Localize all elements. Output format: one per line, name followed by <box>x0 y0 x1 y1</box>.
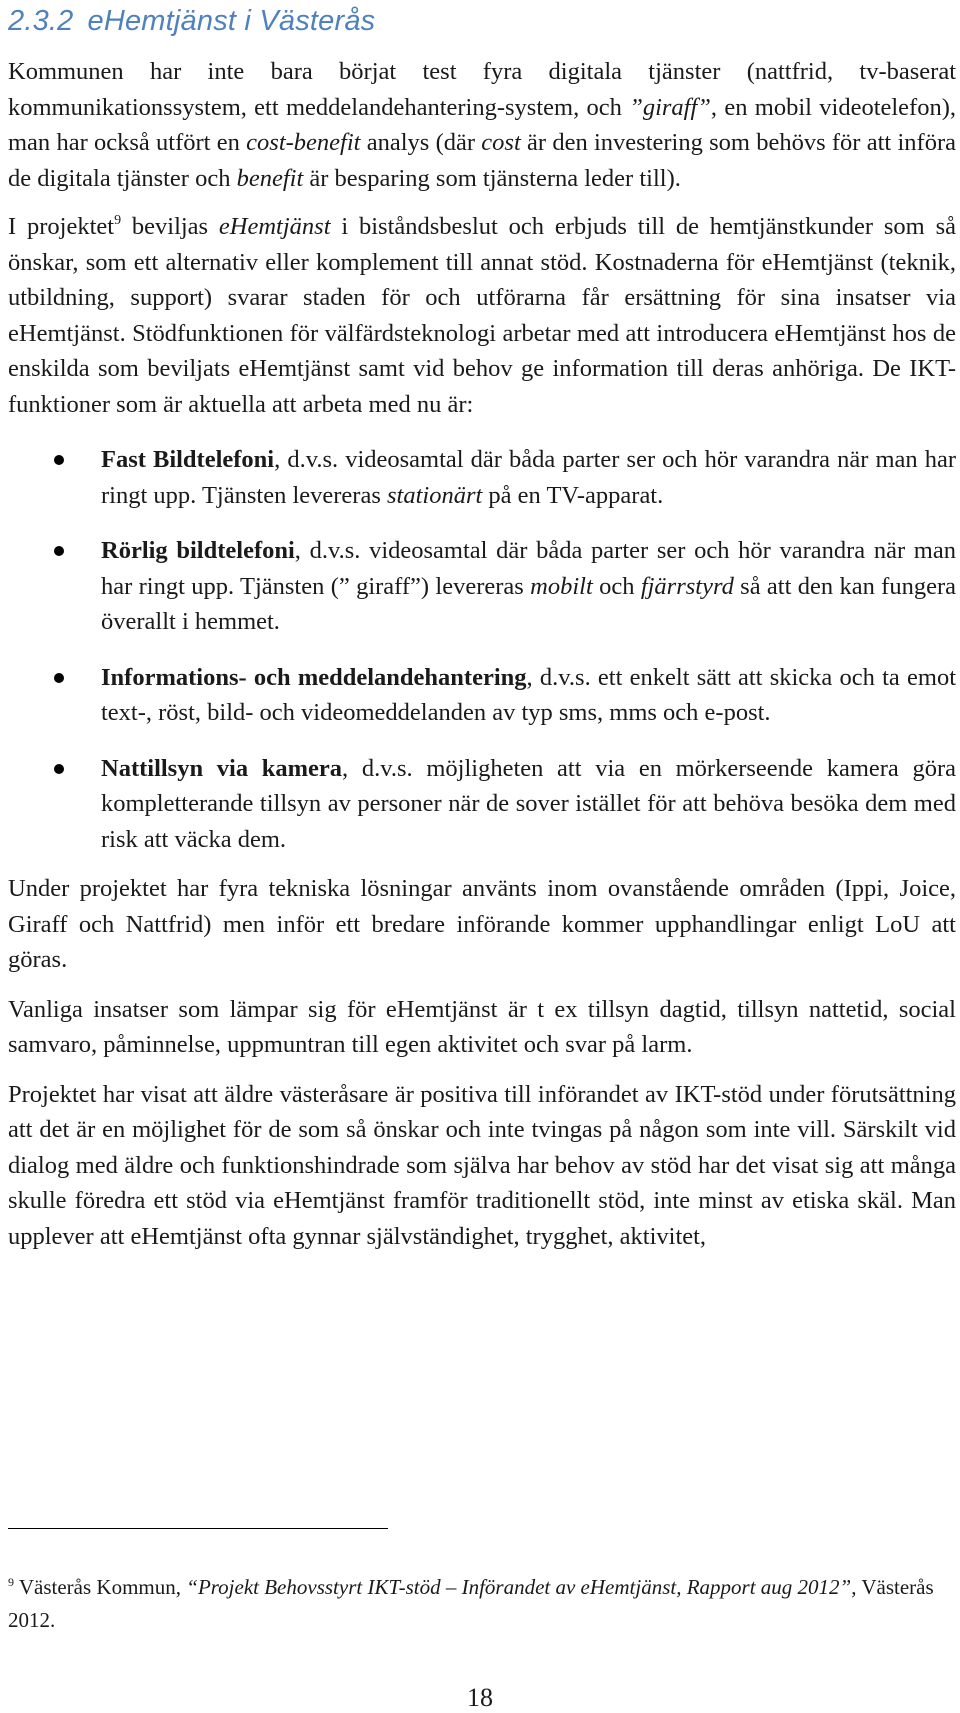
italic-run: “Projekt Behovsstyrt IKT-stöd – Införandet av eHemtjänst, Rapport aug 2012” <box>186 1575 852 1599</box>
section-title: eHemtjänst i Västerås <box>87 5 376 37</box>
text-run: analys (där <box>360 129 482 156</box>
list-item <box>8 533 956 640</box>
text-run: är den investering som behövs för att införa de digitala tjänster och <box>8 129 956 192</box>
list-item-title: Fast Bildtelefoni <box>101 446 275 473</box>
footnote-number: 9 <box>8 1575 14 1589</box>
italic-run: benefit <box>236 164 304 192</box>
list-item-title: Rörlig bildtelefoni <box>101 537 295 564</box>
list-item <box>8 751 956 858</box>
footnote <box>8 1571 956 1637</box>
text-run: , Västerås 2012. <box>8 1575 934 1632</box>
text-run: och <box>592 572 641 600</box>
project-paragraph <box>8 209 956 422</box>
text-run: Västerås Kommun, <box>14 1575 187 1599</box>
page-number: 18 <box>467 1683 493 1712</box>
text-run: är besparing som tjänsterna leder till). <box>303 164 681 192</box>
text-run: Kommunen har inte bara börjat test fyra digitala tjänster (nattfrid, tv-baserat kommunikationssystem, ett meddelandehantering-system, och <box>8 58 956 121</box>
text-run: , en mobil videotelefon), man har också utfört en <box>8 93 957 156</box>
section-number: 2.3.2 <box>8 5 74 37</box>
text-run: , d.v.s. möjligheten att via en mörkerseende kamera göra kompletterande tillsyn av personer när de sover istället för att behöva besöka dem med risk att väcka dem. <box>101 754 957 853</box>
italic-run: mobilt <box>530 572 593 600</box>
section-heading <box>8 0 956 40</box>
list-item-title: Informations- och meddelandehantering <box>101 663 527 691</box>
text-run: I projektet <box>8 213 115 240</box>
text-run: beviljas <box>121 213 219 240</box>
italic-run: fjärrstyrd <box>640 572 734 600</box>
bullet-icon <box>54 546 64 556</box>
bullet-icon <box>54 764 64 774</box>
text-run: på en TV-apparat. <box>482 481 664 509</box>
bullet-icon <box>54 455 64 465</box>
list-item <box>8 442 956 513</box>
footnote-reference[interactable]: 9 <box>114 213 122 228</box>
ikt-function-list <box>8 442 956 857</box>
results-paragraph: Projektet har visat att äldre västeråsare är positiva till införandet av IKT-stöd under förutsättning att det är en möjlighet för de som så önskar och inte tvingas på någon som inte vill. Särskilt vid dialog med äldre och funktionshindrade som själva har behov av stöd har det visat sig att många skulle föredra ett stöd via eHemtjänst framför traditionellt stöd, inte minst av etiska skäl. Man upplever att eHemtjänst ofta gynnar självständighet, trygghet, aktivitet, <box>8 1080 956 1250</box>
footnote-separator <box>8 1528 388 1529</box>
list-item <box>8 660 956 731</box>
italic-run: cost <box>481 129 521 156</box>
text-run: , d.v.s. videosamtal där båda parter ser och hör varandra när man har ringt upp. Tjänsten (” giraff”) levereras <box>101 537 956 600</box>
document-page <box>8 0 956 1254</box>
italic-run: ”giraff” <box>629 93 711 121</box>
text-run: , d.v.s. videosamtal där båda parter ser och hör varandra när man har ringt upp. Tjänsten levereras <box>101 446 956 509</box>
insatser-paragraph: Vanliga insatser som lämpar sig för eHemtjänst är t ex tillsyn dagtid, tillsyn nattetid, social samvaro, påminnelse, uppmuntran till egen aktivitet och svar på larm. <box>8 995 956 1058</box>
italic-run: eHemtjänst <box>218 213 331 240</box>
bullet-icon <box>54 673 64 683</box>
italic-run: cost-benefit <box>246 129 361 156</box>
intro-paragraph <box>8 54 956 196</box>
text-run: , d.v.s. ett enkelt sätt att skicka och ta emot text-, röst, bild- och videomeddelanden av typ sms, mms och e-post. <box>101 663 957 726</box>
solutions-paragraph: Under projektet har fyra tekniska lösningar använts inom ovanstående områden (Ippi, Joice, Giraff och Nattfrid) men inför ett bredare införande kommer upphandlingar enligt LoU att göras. <box>8 875 956 973</box>
text-run: i biståndsbeslut och erbjuds till de hemtjänstkunder som så önskar, som ett alternativ eller komplement till annat stöd. Kostnaderna för eHemtjänst (teknik, utbildning, support) svarar staden för och utförarna får ersättning för sina insatser via eHemtjänst. Stödfunktionen för välfärdsteknologi arbetar med att introducera eHemtjänst hos de enskilda som beviljats eHemtjänst samt vid behov ge information till deras anhöriga. De IKT-funktioner som är aktuella att arbeta med nu är: <box>8 213 956 418</box>
list-item-title: Nattillsyn via kamera <box>101 754 343 782</box>
italic-run: stationärt <box>386 481 483 509</box>
text-run: så att den kan fungera överallt i hemmet. <box>101 572 956 635</box>
